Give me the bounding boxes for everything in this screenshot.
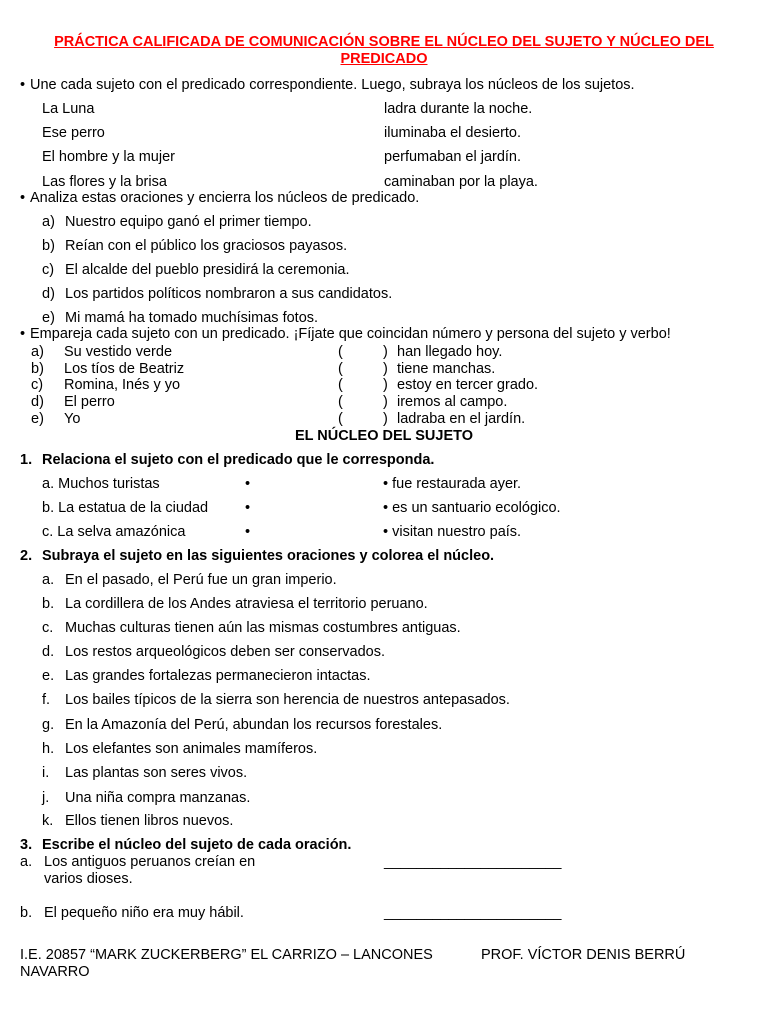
match-predicate: iluminaba el desierto. [384, 125, 522, 141]
sentence: Los restos arqueológicos deben ser conservados. [65, 644, 385, 660]
sentence: Nuestro equipo ganó el primer tiempo. [65, 214, 312, 230]
item-marker: b. [20, 905, 33, 921]
sentence: Los partidos políticos nombraron a sus candidatos. [65, 286, 393, 302]
pair-subject: El perro [64, 394, 115, 410]
relate-dot: • [245, 500, 251, 516]
item-marker: g. [42, 717, 55, 733]
open-paren: ( [338, 394, 343, 410]
sentence: Los elefantes son animales mamíferos. [65, 741, 318, 757]
footer-teacher: PROF. VÍCTOR DENIS BERRÚ [481, 947, 686, 963]
match-predicate: perfumaban el jardín. [384, 149, 522, 165]
relate-dot: • [245, 524, 251, 540]
question-title: Escribe el núcleo del sujeto de cada oración. [42, 837, 352, 853]
item-marker: a. [20, 854, 33, 870]
question-number: 3. [20, 837, 33, 853]
match-subject: Las flores y la brisa [42, 174, 167, 190]
sentence: Mi mamá ha tomado muchísimas fotos. [65, 310, 319, 326]
pair-subject: Yo [64, 411, 81, 427]
sentence: La cordillera de los Andes atraviesa el territorio peruano. [65, 596, 428, 612]
page-title: PRÁCTICA CALIFICADA DE COMUNICACIÓN SOBRE EL NÚCLEO DEL SUJETO Y NÚCLEO DEL PREDICADO [54, 34, 714, 67]
pair-marker: d) [31, 394, 44, 410]
answer-blank: ______________________ [384, 905, 562, 921]
match-predicate: caminaban por la playa. [384, 174, 538, 190]
relate-right: • visitan nuestro país. [383, 524, 522, 540]
match-subject: El hombre y la mujer [42, 149, 175, 165]
match-subject: La Luna [42, 101, 95, 117]
question-number: 2. [20, 548, 33, 564]
item-marker: i. [42, 765, 50, 781]
item-marker: e. [42, 668, 55, 684]
relate-left: b. La estatua de la ciudad [42, 500, 209, 516]
close-paren: ) [383, 377, 388, 393]
pair-subject: Su vestido verde [64, 344, 173, 360]
sentence-continued: varios dioses. [44, 871, 133, 887]
pair-marker: b) [31, 361, 44, 377]
footer-school: I.E. 20857 “MARK ZUCKERBERG” EL CARRIZO – LANCONES [20, 947, 433, 963]
pair-marker: c) [31, 377, 44, 393]
relate-left: a. Muchos turistas [42, 476, 160, 492]
pair-predicate: tiene manchas. [397, 361, 496, 377]
relate-right: • fue restaurada ayer. [383, 476, 522, 492]
section3-instruction: Empareja cada sujeto con un predicado. ¡Fíjate que coincidan número y persona del sujeto y verbo! [30, 326, 671, 342]
sentence: Las plantas son seres vivos. [65, 765, 248, 781]
sentence: Los antiguos peruanos creían en [44, 854, 256, 870]
sentence: Una niña compra manzanas. [65, 790, 251, 806]
pair-subject: Romina, Inés y yo [64, 377, 181, 393]
item-marker: d) [42, 286, 55, 302]
pair-predicate: estoy en tercer grado. [397, 377, 539, 393]
pair-predicate: ladraba en el jardín. [397, 411, 526, 427]
item-marker: a. [42, 572, 55, 588]
item-marker: c) [42, 262, 55, 278]
item-marker: h. [42, 741, 55, 757]
footer-teacher-continued: NAVARRO [20, 964, 90, 980]
item-marker: f. [42, 692, 51, 708]
sentence: El alcalde del pueblo presidirá la ceremonia. [65, 262, 350, 278]
match-predicate: ladra durante la noche. [384, 101, 533, 117]
section2-instruction: Analiza estas oraciones y encierra los núcleos de predicado. [30, 190, 420, 206]
bullet: • [20, 326, 26, 342]
open-paren: ( [338, 377, 343, 393]
bullet: • [20, 190, 26, 206]
sentence: En el pasado, el Perú fue un gran imperio. [65, 572, 337, 588]
sentence: Muchas culturas tienen aún las mismas costumbres antiguas. [65, 620, 461, 636]
item-marker: j. [42, 790, 50, 806]
question-title: Subraya el sujeto en las siguientes oraciones y colorea el núcleo. [42, 548, 495, 564]
sentence: Reían con el público los graciosos payasos. [65, 238, 348, 254]
question-number: 1. [20, 452, 33, 468]
item-marker: k. [42, 813, 54, 829]
question-title: Relaciona el sujeto con el predicado que le corresponda. [42, 452, 435, 468]
close-paren: ) [383, 411, 388, 427]
pair-predicate: iremos al campo. [397, 394, 508, 410]
close-paren: ) [383, 394, 388, 410]
sentence: En la Amazonía del Perú, abundan los recursos forestales. [65, 717, 443, 733]
item-marker: d. [42, 644, 55, 660]
close-paren: ) [383, 361, 388, 377]
answer-blank: ______________________ [384, 854, 562, 870]
sentence: Ellos tienen libros nuevos. [65, 813, 234, 829]
item-marker: c. [42, 620, 54, 636]
section1-instruction: Une cada sujeto con el predicado correspondiente. Luego, subraya los núcleos de los sujetos. [30, 77, 635, 93]
bullet: • [20, 77, 26, 93]
sentence: Las grandes fortalezas permanecieron intactas. [65, 668, 371, 684]
pair-marker: a) [31, 344, 44, 360]
section-heading: EL NÚCLEO DEL SUJETO [294, 428, 474, 444]
item-marker: a) [42, 214, 55, 230]
relate-left: c. La selva amazónica [42, 524, 186, 540]
item-marker: b) [42, 238, 55, 254]
item-marker: b. [42, 596, 55, 612]
close-paren: ) [383, 344, 388, 360]
pair-marker: e) [31, 411, 44, 427]
item-marker: e) [42, 310, 55, 326]
pair-predicate: han llegado hoy. [397, 344, 503, 360]
pair-subject: Los tíos de Beatriz [64, 361, 185, 377]
relate-dot: • [245, 476, 251, 492]
open-paren: ( [338, 344, 343, 360]
relate-right: • es un santuario ecológico. [383, 500, 561, 516]
sentence: El pequeño niño era muy hábil. [44, 905, 244, 921]
open-paren: ( [338, 361, 343, 377]
match-subject: Ese perro [42, 125, 105, 141]
sentence: Los bailes típicos de la sierra son herencia de nuestros antepasados. [65, 692, 510, 708]
open-paren: ( [338, 411, 343, 427]
